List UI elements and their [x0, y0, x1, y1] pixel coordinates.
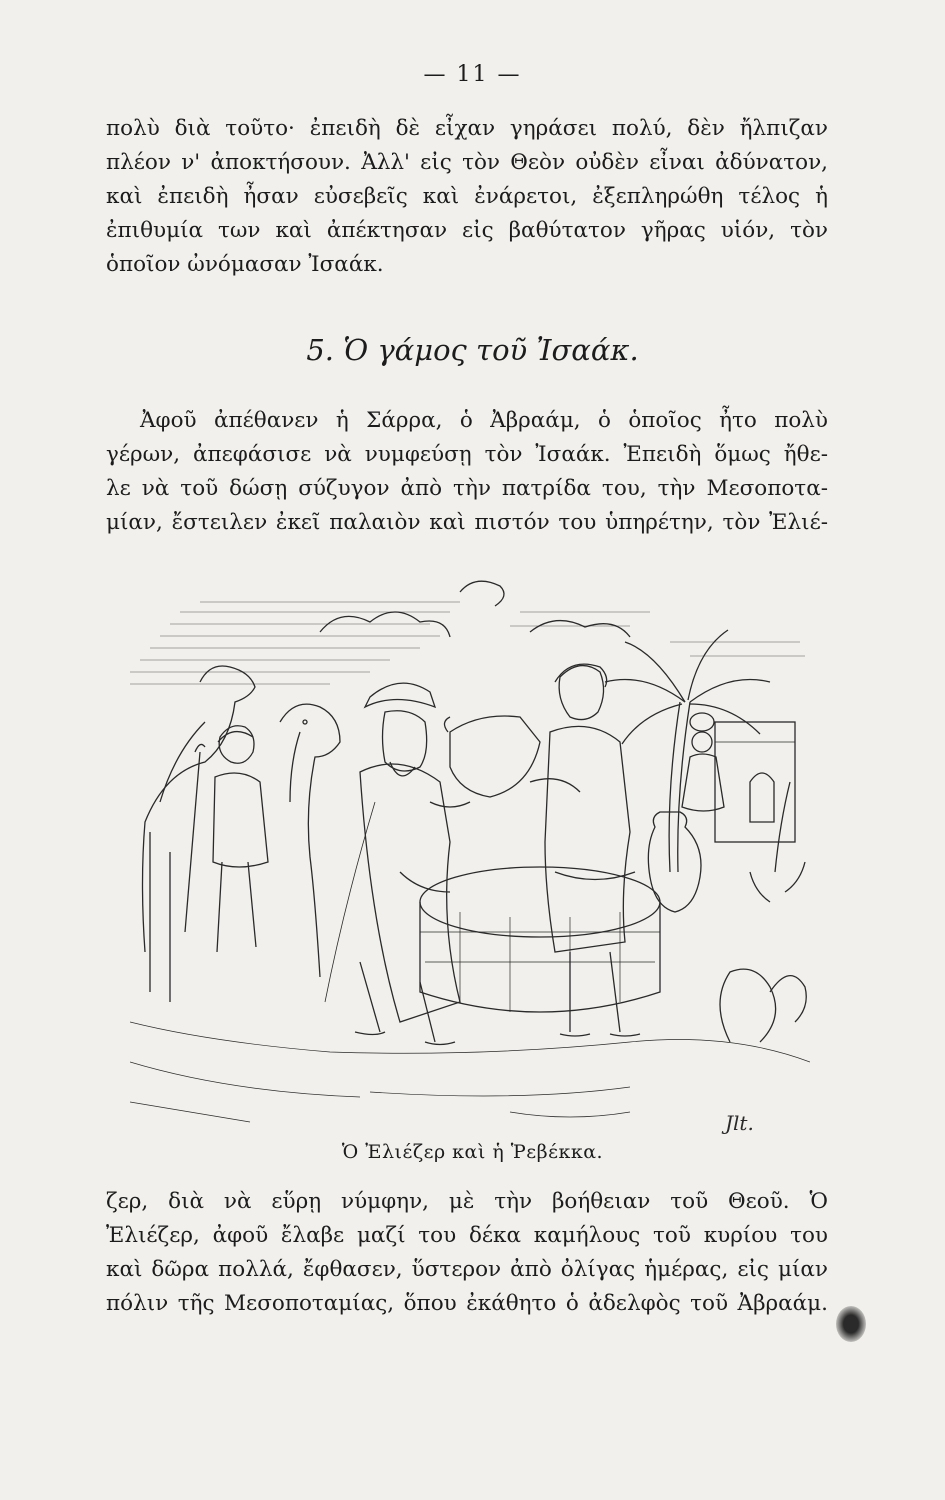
- text-line: καὶ δῶρα πολλά, ἔφθασεν, ὕστερον ἀπὸ ὀλίγας ἡμέρας, εἰς μίαν: [106, 1257, 828, 1282]
- camel-left: [143, 666, 256, 1002]
- camel-right: [280, 704, 340, 977]
- text-line: Ἐλιέζερ, ἀφοῦ ἔλαβε μαζί του δέκα καμήλους τοῦ κυρίου του: [106, 1223, 828, 1248]
- distant-building: [715, 722, 795, 842]
- text-line: Ἀφοῦ ἀπέθανεν ἡ Σάρρα, ὁ Ἀβραάμ, ὁ ὁποῖος ἦτο πολὺ: [140, 408, 828, 433]
- text-line: ζερ, διὰ νὰ εὕρῃ νύμφην, μὲ τὴν βοήθειαν τοῦ Θεοῦ. Ὁ: [106, 1189, 828, 1214]
- paragraph-bottom: [106, 1185, 828, 1321]
- text-line: μίαν, ἔστειλεν ἐκεῖ παλαιὸν καὶ πιστόν του ὑπηρέτην, τὸν Ἐλιέ-: [106, 510, 828, 535]
- cloud: [530, 621, 630, 637]
- figure-caption: Ὁ Ἐλιέζερ καὶ ἡ Ῥεβέκκα.: [341, 1141, 604, 1163]
- cloud: [320, 612, 450, 637]
- text-line: πολὺ διὰ τοῦτο· ἐπειδὴ δὲ εἶχαν γηράσει πολύ, δὲν ἤλπιζαν: [106, 116, 828, 141]
- paragraph-top: [106, 112, 828, 282]
- ground-hatching: [130, 1022, 810, 1122]
- text-line: πλέον ν' ἀποκτήσουν. Ἀλλ' εἰς τὸν Θεὸν οὐδὲν εἶναι ἀδύνατον,: [106, 150, 828, 175]
- clay-jug: [648, 812, 701, 912]
- rebecca-figure: [530, 664, 640, 1036]
- paragraph-mid: [106, 404, 828, 540]
- eliezer-figure: [325, 683, 470, 1044]
- ink-smudge: [836, 1306, 866, 1342]
- cloud: [460, 581, 504, 606]
- text-line: πόλιν τῆς Μεσοποταμίας, ὅπου ἐκάθητο ὁ ἀδελφὸς τοῦ Ἀβραάμ.: [106, 1291, 828, 1316]
- text-line: ὁποῖον ὠνόμασαν Ἰσαάκ.: [106, 252, 384, 277]
- text-line: καὶ ἐπειδὴ ἦσαν εὐσεβεῖς καὶ ἐνάρετοι, ἐξεπληρώθη τέλος ἡ: [106, 184, 828, 209]
- text-line: γέρων, ἀπεφάσισε νὰ νυμφεύσῃ τὸν Ἰσαάκ. Ἐπειδὴ ὅμως ἤθε-: [106, 442, 828, 467]
- servant-boy: [185, 726, 268, 952]
- engraver-signature: Jlt.: [725, 1111, 754, 1135]
- distant-woman: [682, 713, 724, 811]
- engraving-eliezer-rebecca: [130, 572, 810, 1140]
- plant-foliage: [720, 782, 806, 1042]
- page-number: — 11 —: [423, 62, 522, 87]
- section-heading: 5. Ὁ γάμος τοῦ Ἰσαάκ.: [306, 333, 639, 367]
- sky-hatching: [130, 602, 805, 684]
- text-line: λε νὰ τοῦ δώσῃ σύζυγον ἀπὸ τὴν πατρίδα του, τὴν Μεσοποτα-: [106, 476, 828, 501]
- text-line: ἐπιθυμία των καὶ ἀπέκτησαν εἰς βαθύτατον γῆρας υἱόν, τὸν: [106, 218, 828, 243]
- water-jar: [444, 716, 540, 797]
